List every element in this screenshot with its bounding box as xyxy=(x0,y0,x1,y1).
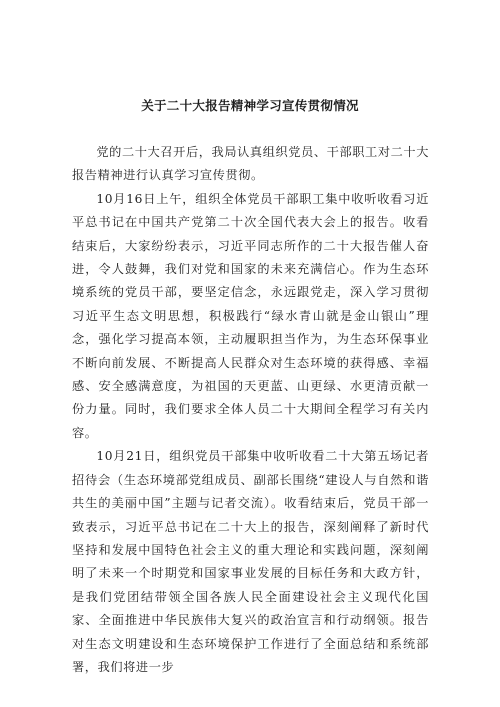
paragraph-intro: 党的二十大召开后，我局认真组织党员、干部职工对二十大报告精神进行认真学习宣传贯彻。 xyxy=(72,145,429,183)
document-title: 关于二十大报告精神学习宣传贯彻情况 xyxy=(141,98,359,113)
document-body xyxy=(72,141,429,679)
paragraph-oct21: 10月21日，组织党员干部集中收听收看二十大第五场记者招待会（生态环境部党组成员、副部长围绕“建设人与自然和谐共生的美丽中国”主题与记者交流）。收看结束后，党员干部一致表示，习近平总书记在二十大上的报告，深刻阐释了新时代坚持和发展中国特色社会主义的重大理论和实践问题，深刻阐明了未来一个时期党和国家事业发展的目标任务和大政方针，是我们党团结带领全国各族人民全面建设社会主义现代化国家、全面推进中华民族伟大复兴的政治宣言和行动纲领。报告对生态文明建设和生态环境保护工作进行了全面总结和系统部署，我们将进一步 xyxy=(72,449,429,674)
paragraph-oct16: 10月16日上午，组织全体党员干部职工集中收听收看习近平总书记在中国共产党第二十次全国代表大会上的报告。收看结束后，大家纷纷表示，习近平同志所作的二十大报告催人奋进，令人鼓舞，我们对党和国家的未来充满信心。作为生态环境系统的党员干部，要坚定信念，永远跟党走，深入学习贯彻习近平生态文明思想，积极践行“绿水青山就是金山银山”理念，强化学习提高本领，主动履职担当作为，为生态环保事业不断向前发展、不断提高人民群众对生态环境的获得感、幸福感、安全感满意度，为祖国的天更蓝、山更绿、水更清贡献一份力量。同时，我们要求全体人员二十大期间全程学习有关内容。 xyxy=(72,191,429,440)
